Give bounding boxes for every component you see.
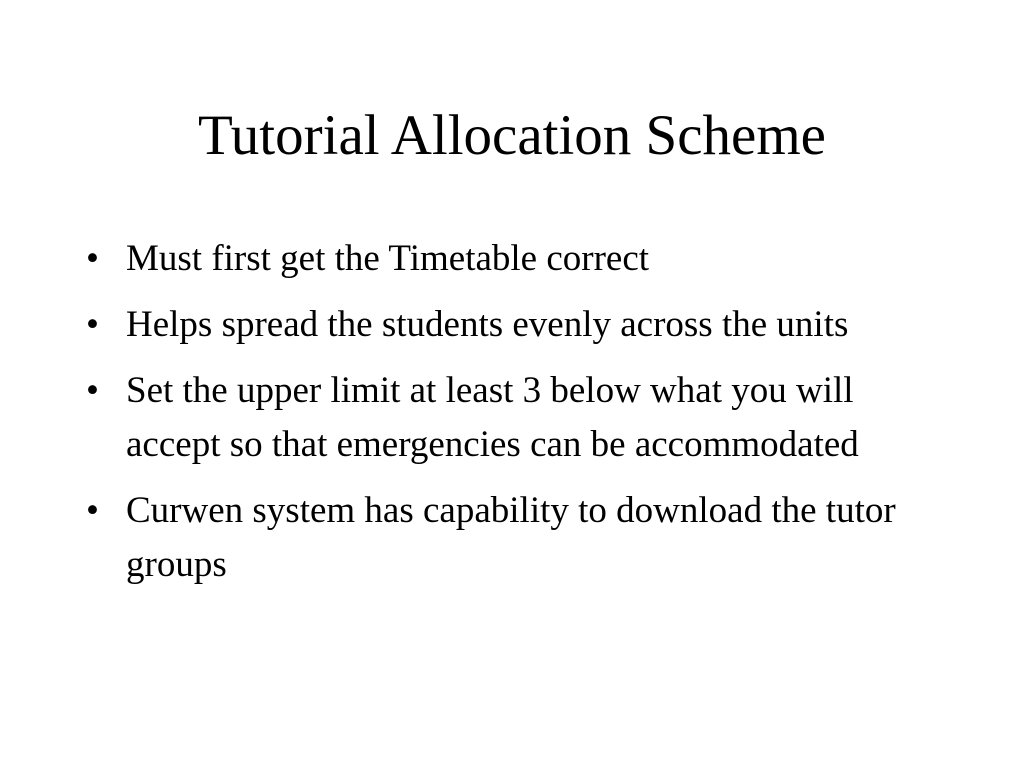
bullet-item [86, 298, 946, 352]
bullet-icon: • [86, 238, 99, 279]
bullet-item [86, 232, 946, 286]
bullet-item [86, 364, 946, 472]
bullet-text: Set the upper limit at least 3 below what you will accept so that emergencies can be accommodated [126, 370, 859, 465]
bullet-text: Must first get the Timetable correct [126, 238, 650, 279]
bullet-text: Curwen system has capability to download the tutor groups [126, 490, 896, 585]
bullet-item [86, 484, 946, 592]
bullet-icon: • [86, 304, 99, 345]
bullet-list [86, 232, 946, 604]
bullet-icon: • [86, 490, 99, 531]
slide-title: Tutorial Allocation Scheme [197, 104, 826, 167]
bullet-text: Helps spread the students evenly across the units [126, 304, 849, 345]
bullet-icon: • [86, 370, 99, 411]
